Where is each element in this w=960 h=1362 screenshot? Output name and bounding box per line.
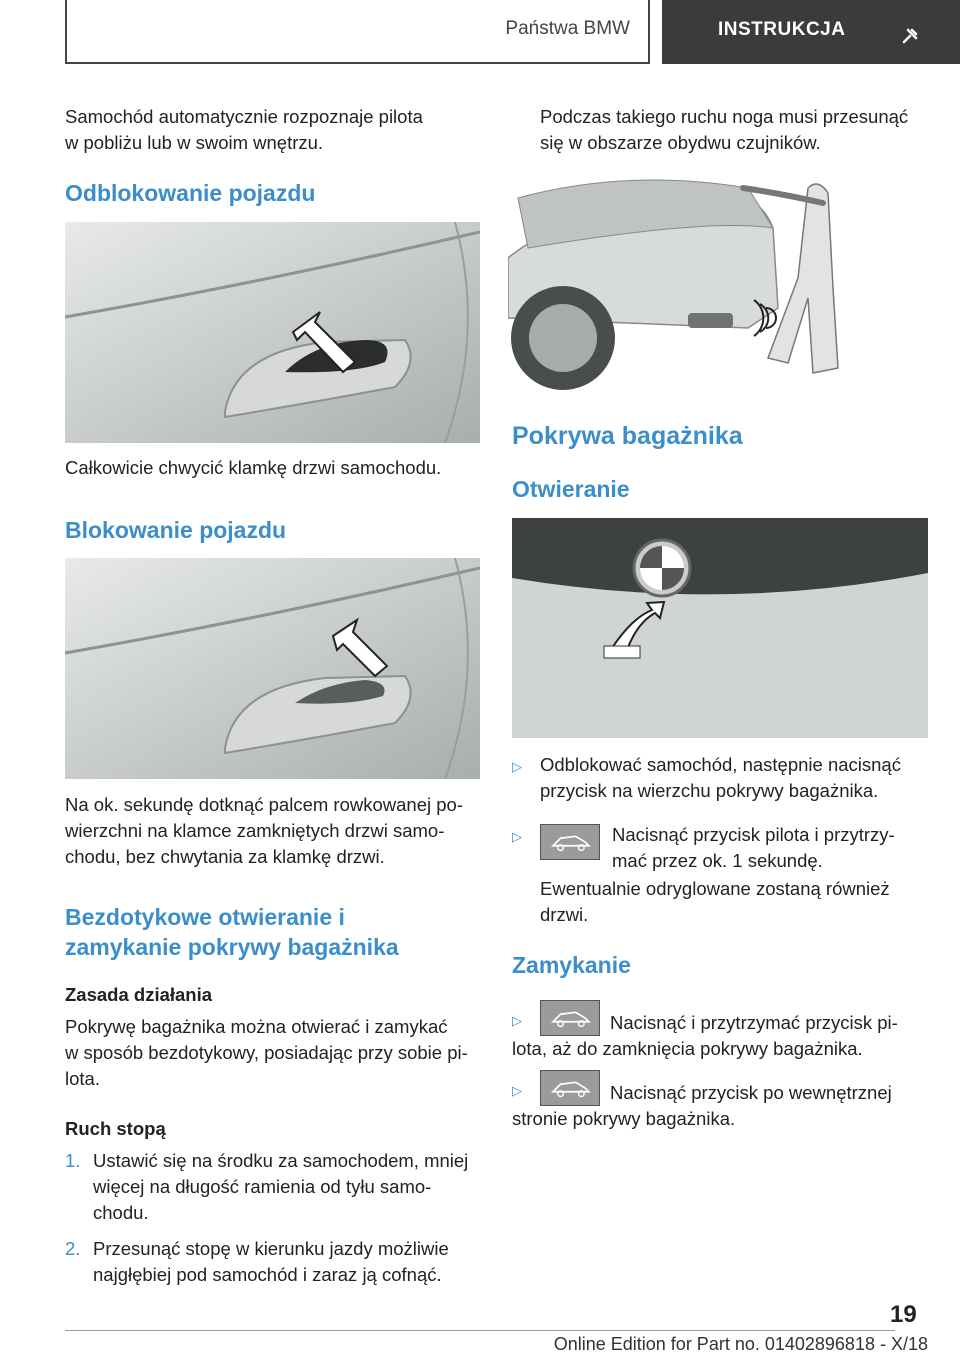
principle-text: Pokrywę bagażnika można otwierać i zamykać w sposób bezdotykowy, posiadając przy sobie pi- lota. <box>65 1016 468 1089</box>
trunk-key-icon <box>540 1070 600 1106</box>
door-handle-unlock-image <box>65 222 480 443</box>
touchless-heading: Bezdotykowe otwieranie i zamykanie pokrywy bagażnika <box>65 904 399 960</box>
list-marker: ▷ <box>512 759 522 774</box>
list-item: ▷ Nacisnąć i przytrzymać przycisk pi- lota, aż do zamknięcia pokrywy bagażnika. <box>512 1000 932 1062</box>
sensor-intro: Podczas takiego ruchu noga musi przesunąć się w obszarze obydwu czujników. <box>540 106 909 153</box>
open-heading: Otwieranie <box>512 476 630 502</box>
header-section-title: INSTRUKCJA <box>718 19 846 40</box>
footer-divider <box>65 1330 895 1331</box>
foot-heading: Ruch stopą <box>65 1118 166 1139</box>
list-item: 1. Ustawić się na środku za samochodem, mniej więcej na długość ramienia od tyłu samo- chodu. <box>65 1148 485 1226</box>
intro-text: Samochód automatycznie rozpoznaje pilota w pobliżu lub w swoim wnętrzu. <box>65 106 423 153</box>
list-marker: ▷ <box>512 1083 522 1098</box>
list-item: ▷ Odblokować samochód, następnie nacisnąć przycisk na wierzchu pokrywy bagażnika. <box>512 752 932 804</box>
page-number: 19 <box>890 1301 917 1328</box>
principle-heading: Zasada działania <box>65 984 213 1005</box>
list-item: ▷ Nacisnąć przycisk pilota i przytrzy- mać przez ok. 1 sekundę. <box>512 822 932 874</box>
trunk-heading: Pokrywa bagażnika <box>512 422 743 450</box>
trunk-button-image <box>512 518 928 738</box>
door-handle-lock-image <box>65 558 480 779</box>
header-brand: Państwa BMW <box>505 18 630 39</box>
footer-edition: Online Edition for Part no. 01402896818 - X/18 <box>553 1334 928 1354</box>
step-number: 2. <box>65 1238 81 1259</box>
list-marker: ▷ <box>512 829 522 844</box>
step-number: 1. <box>65 1150 81 1171</box>
list-marker: ▷ <box>512 1013 522 1028</box>
unlock-caption: Całkowicie chwycić klamkę drzwi samochodu. <box>65 457 442 478</box>
trunk-key-icon <box>540 1000 600 1036</box>
trunk-key-icon <box>540 824 600 860</box>
step-list <box>65 1148 485 1288</box>
list-item: ▷ Nacisnąć przycisk po wewnętrznej stronie pokrywy bagażnika. <box>512 1070 932 1132</box>
open-note: Ewentualnie odryglowane zostaną również drzwi. <box>540 878 890 925</box>
lock-caption: Na ok. sekundę dotknąć palcem rowkowanej po- wierzchni na klamce zamkniętych drzwi samo- chodu, bez chwytania za klamkę drzwi. <box>65 794 463 867</box>
foot-sensor-image <box>508 168 864 390</box>
list-item: 2. Przesunąć stopę w kierunku jazdy możliwie najgłębiej pod samochód i zaraz ją cofnąć. <box>65 1236 485 1288</box>
unlock-heading: Odblokowanie pojazdu <box>65 180 316 206</box>
lock-heading: Blokowanie pojazdu <box>65 517 287 543</box>
close-heading: Zamykanie <box>512 952 631 978</box>
pin-icon <box>900 26 920 46</box>
